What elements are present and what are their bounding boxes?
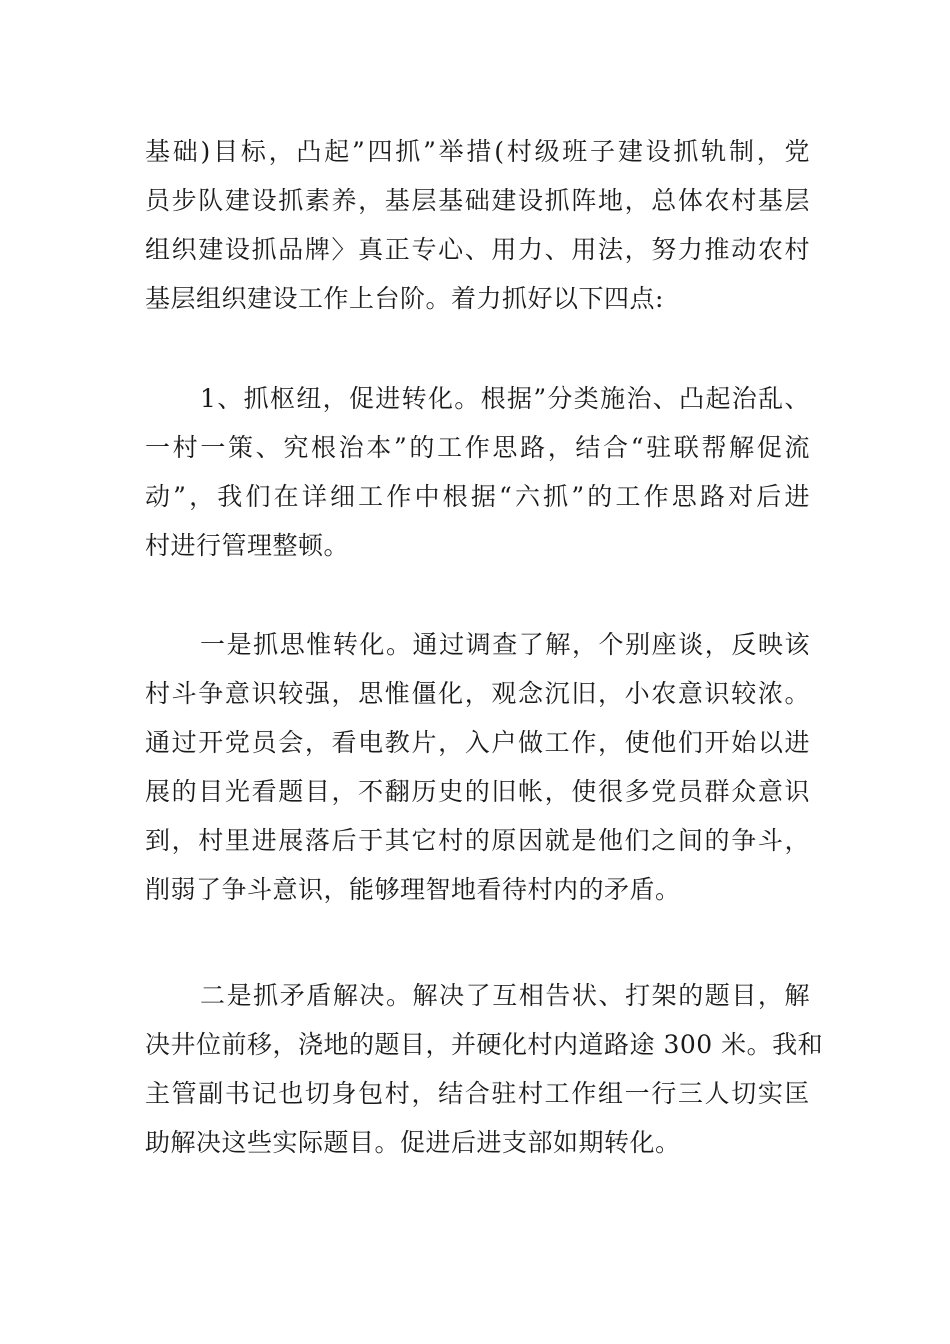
text-line: 到，村里进展落后于其它村的原因就是他们之间的争斗， bbox=[145, 826, 810, 855]
text-line: 主管副书记也切身包村，结合驻村工作组一行三人切实匡 bbox=[145, 1079, 810, 1108]
text-line: 基础)目标，凸起”四抓”举措(村级班子建设抓轨制，党 bbox=[145, 137, 810, 166]
text-line: 员步队建设抓素养，基层基础建设抓阵地，总体农村基层 bbox=[145, 186, 810, 215]
text-line: 组织建设抓品牌〉真正专心、用力、用法，努力推动农村 bbox=[145, 235, 810, 264]
text-line: 1、抓枢纽，促进转化。根据”分类施治、凸起治乱、 bbox=[200, 384, 810, 413]
paragraph-point-1 bbox=[145, 374, 810, 570]
text-line: 展的目光看题目，不翻历史的旧帐，使很多党员群众意识 bbox=[145, 777, 810, 806]
text-line: 一是抓思惟转化。通过调查了解，个别座谈，反映该 bbox=[200, 630, 810, 659]
paragraph-goals bbox=[145, 127, 810, 323]
paragraph-thought-transformation bbox=[145, 620, 810, 914]
paragraph-conflict-resolution bbox=[145, 971, 824, 1167]
text-line: 动”，我们在详细工作中根据“六抓”的工作思路对后进 bbox=[145, 482, 810, 511]
text-line: 基层组织建设工作上台阶。着力抓好以下四点: bbox=[145, 284, 664, 313]
text-line: 通过开党员会，看电教片，入户做工作，使他们开始以进 bbox=[145, 728, 810, 757]
text-line: 决井位前移，浇地的题目，并硬化村内道路途 300 米。我和 bbox=[145, 1030, 824, 1059]
text-line: 一村一策、究根治本”的工作思路，结合“驻联帮解促流 bbox=[145, 433, 810, 462]
text-line: 村斗争意识较强，思惟僵化，观念沉旧，小农意识较浓。 bbox=[145, 679, 810, 708]
text-line: 削弱了争斗意识，能够理智地看待村内的矛盾。 bbox=[145, 875, 681, 904]
text-line: 村进行管理整顿。 bbox=[145, 531, 350, 560]
text-line: 二是抓矛盾解决。解决了互相告状、打架的题目，解 bbox=[200, 981, 810, 1010]
text-line: 助解决这些实际题目。促进后进支部如期转化。 bbox=[145, 1128, 681, 1157]
